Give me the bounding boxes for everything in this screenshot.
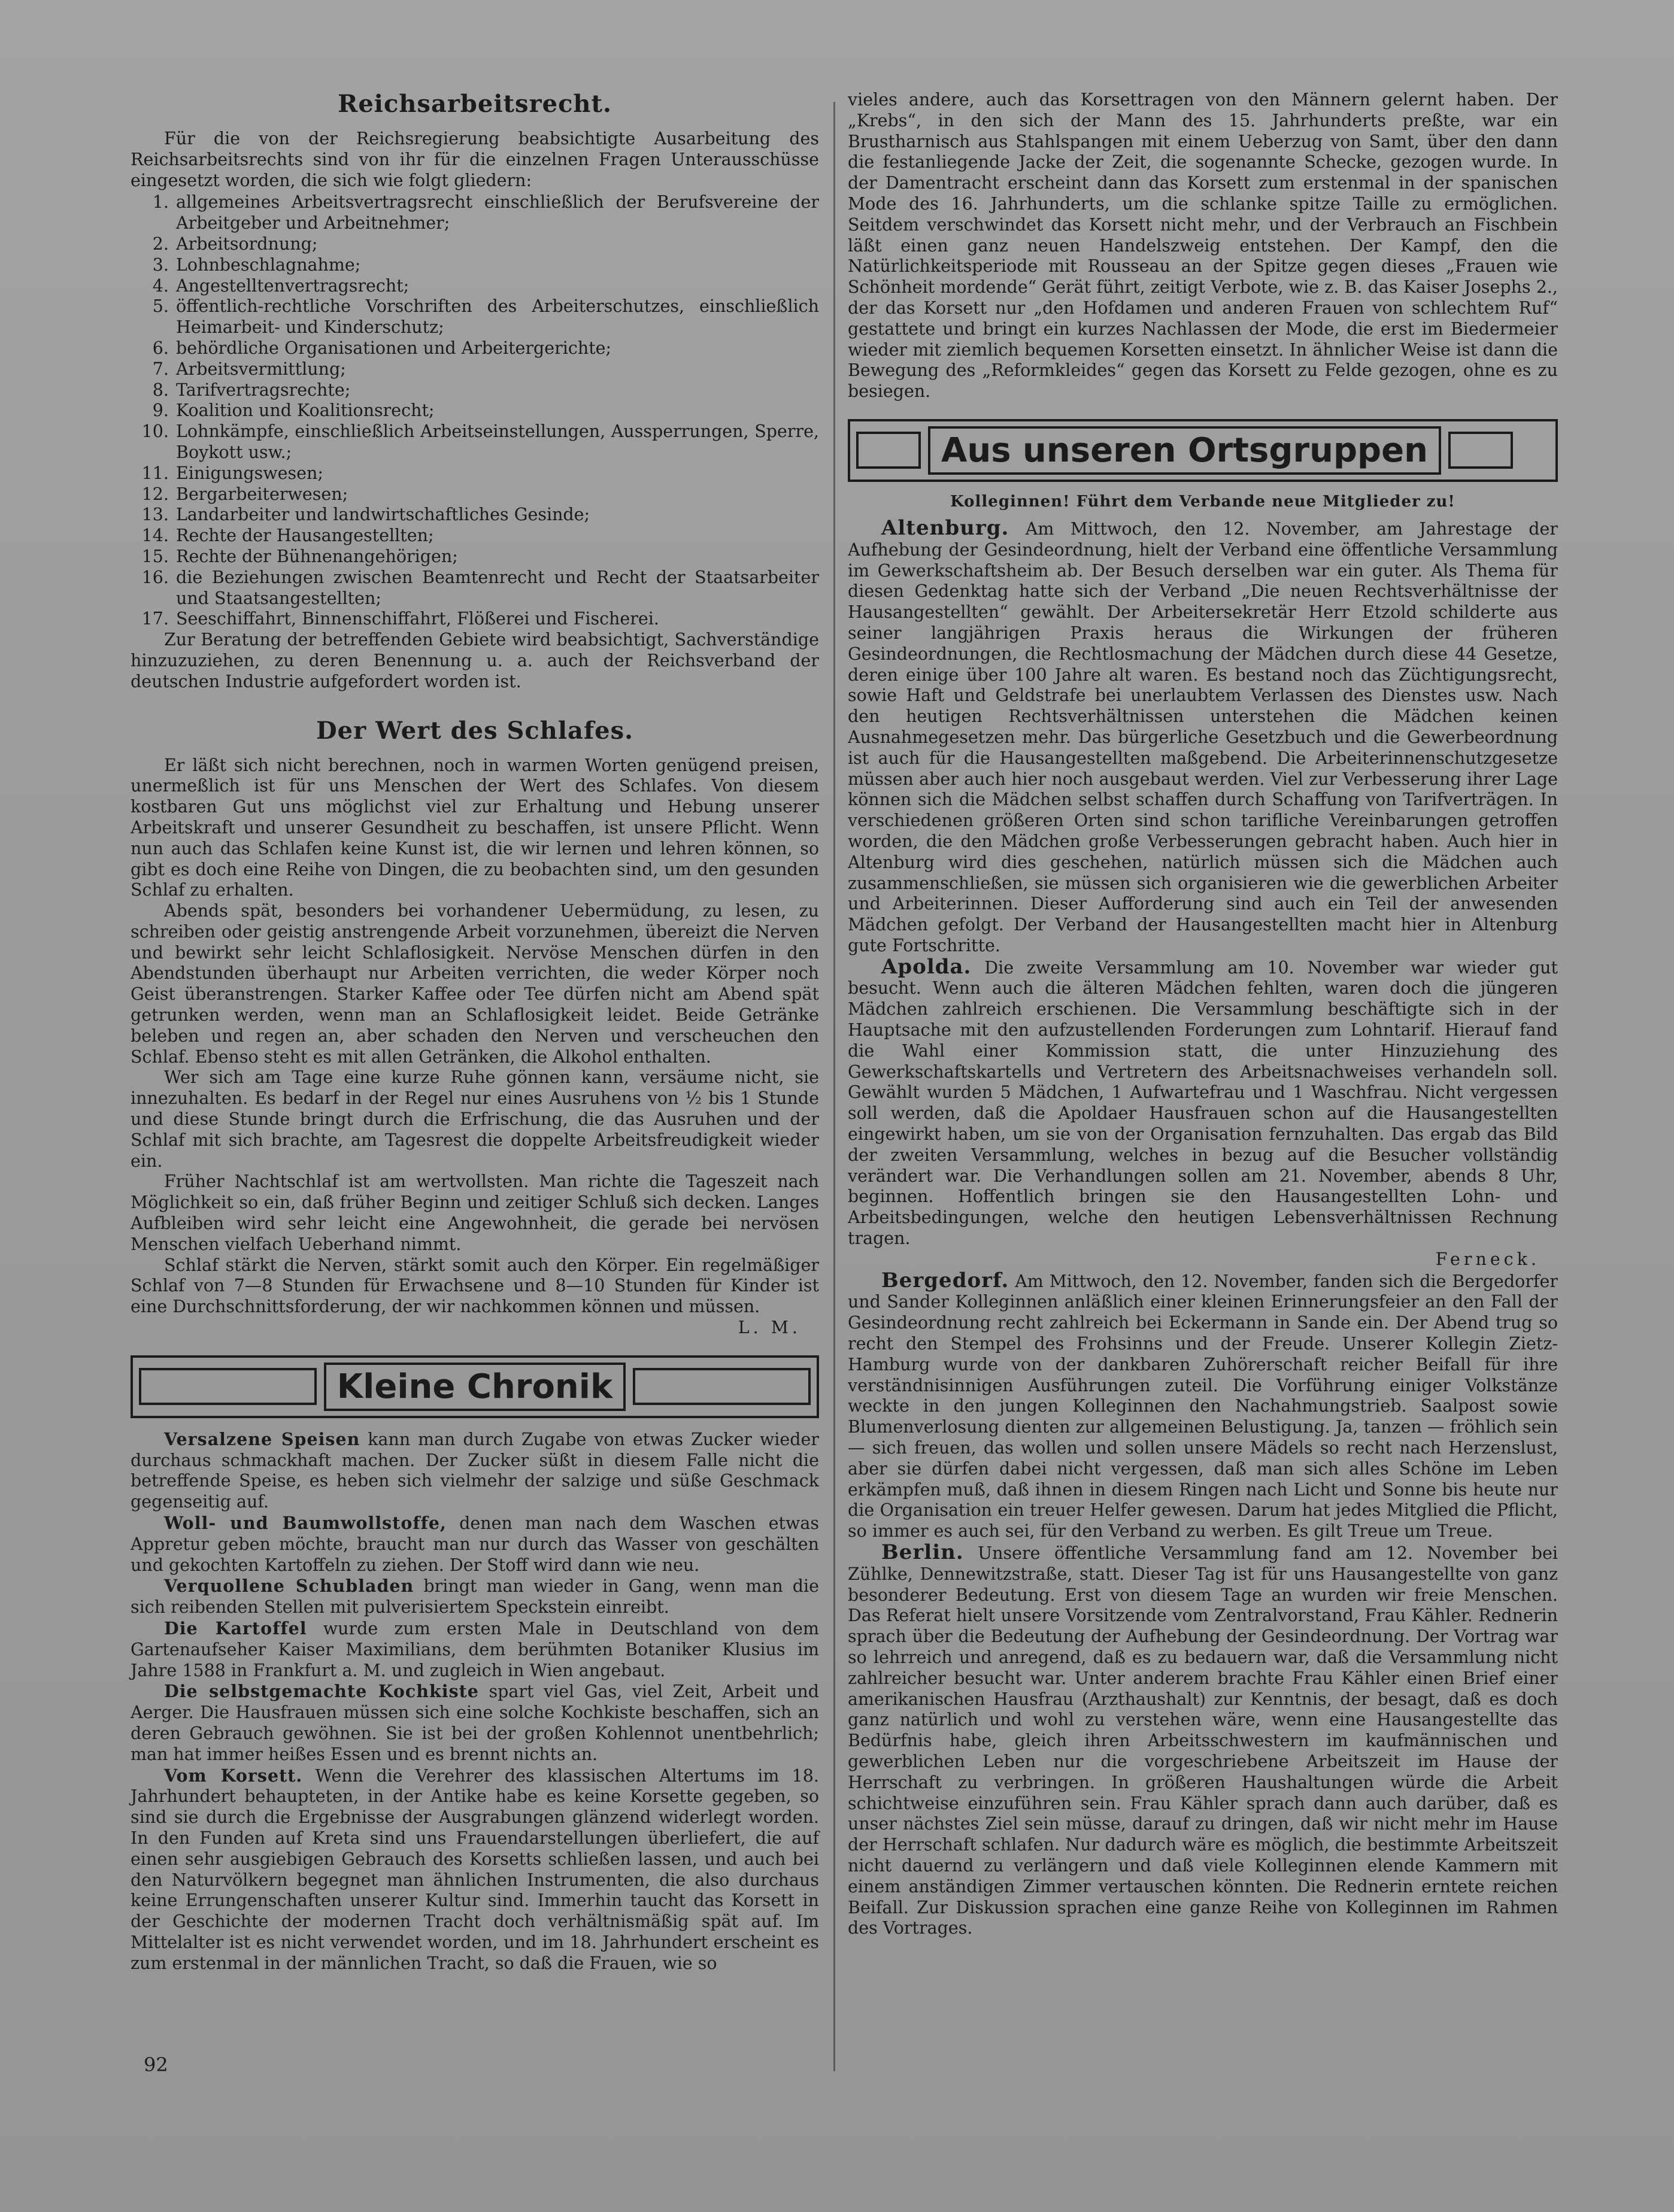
list-item xyxy=(131,484,819,505)
list-text: Rechte der Hausangestellten; xyxy=(176,526,434,546)
section-banner xyxy=(848,419,1558,482)
article-intro: Für die von der Reichsregierung beabsichtigte Ausarbeitung des Reichsarbeitsrechts sind von ihr für die einzelnen Fragen Unterausschüsse eingesetzt worden, die sich wie folgt gliedern: xyxy=(131,129,819,190)
right-column xyxy=(848,90,1558,1939)
entry-lead: Woll- und Baumwollstoffe, xyxy=(164,1513,447,1534)
list-item xyxy=(131,380,819,401)
entry-lead: Die selbstgemachte Kochkiste xyxy=(164,1681,479,1702)
spacer xyxy=(131,693,819,717)
schlaf-article xyxy=(131,717,819,1339)
entry-lead: Vom Korsett. xyxy=(164,1765,303,1786)
report-text: Die zweite Versammlung am 10. November war wieder gut besucht. Wenn auch die älteren Mädchen fehlten, waren doch die jüngeren Mädchen zahlreich erschienen. Die Versammlung beschäftigte sich in der Hauptsache mit den aufzustellenden Forderungen zum Lohntarif. Hierauf fand die Wahl einer Kommission statt, die unter Hinzuziehung des Gewerkschaftskartells und Vertretern des Arbeitsnachweises verhandeln soll. Gewählt wurden 5 Mädchen, 1 Aufwartefrau und 1 Waschfrau. Nicht vergessen soll werden, daß die Apoldaer Hausfrauen schon auf die Hausangestellten eingewirkt haben, um sie von der Organisation fernzuhalten. Das ergab das Bild der zweiten Versammlung, welches in bezug auf die Besucher vollständig verändert war. Die Verhandlungen sollen am 21. November, abends 8 Uhr, beginnen. Hoffentlich bringen sie den Hausangestellten Lohn- und Arbeitsbedingungen, welche den heutigen Lebensverhältnissen Rechnung tragen. xyxy=(848,957,1558,1249)
list-item xyxy=(131,400,819,421)
list-item xyxy=(131,609,819,630)
left-column xyxy=(131,90,819,1974)
list-item xyxy=(131,338,819,359)
list-item xyxy=(131,463,819,484)
list-number: 12. xyxy=(141,484,169,504)
list-number: 8. xyxy=(152,380,169,400)
list-number: 1. xyxy=(152,192,169,213)
entry-text: wurde zum ersten Male in Deutschland von dem Gartenaufseher Kaiser Maximilians, dem berühmten Botaniker Klusius im Jahre 1588 in Frankfurt a. M. und zugleich in Wien angebaut. xyxy=(131,1619,819,1680)
entry-lead: Versalzene Speisen xyxy=(164,1428,360,1449)
list-text: Seeschiffahrt, Binnenschiffahrt, Flößerei und Fischerei. xyxy=(176,609,659,629)
local-report xyxy=(848,1542,1558,1939)
list-item xyxy=(131,547,819,568)
entry-text: bringt man wieder in Gang, wenn man die sich reibenden Stellen mit pulverisiertem Speckstein einreibt. xyxy=(131,1576,819,1618)
paragraph: Er läßt sich nicht berechnen, noch in warmen Worten genügend preisen, unermeßlich ist für uns Menschen der Wert des Schlafes. Von diesem kostbaren Gut uns möglichst viel zur Erhaltung und Hebung unserer Arbeitskraft und unserer Gesundheit zu beschaffen, ist unsere Pflicht. Wenn nun auch das Schlafen keine Kunst ist, die wir lernen und lehren können, so gibt es doch eine Reihe von Dingen, die zu beobachten sind, um den gesunden Schlaf zu erhalten. xyxy=(131,755,819,900)
list-text: Lohnbeschlagnahme; xyxy=(176,254,361,275)
list-number: 16. xyxy=(141,567,169,587)
report-text: Unsere öffentliche Versammlung fand am 12. November bei Zühlke, Dennewitzstraße, statt. Dieser Tag ist für uns Hausangestellte von ganz besonderer Bedeutung. Erst von diesem Tage an wurden wir freie Menschen. Das Referat hielt unsere Vorsitzende vom Zentralvorstand, Frau Kähler. Rednerin sprach über die Bedeutung der Aufhebung der Gesindeordnung. Der Vortrag war so lehrreich und anregend, daß es zu bedauern war, daß die Versammlung nicht zahlreicher besucht war. Unter anderem brachte Frau Kähler einen Brief einer amerikanischen Hausfrau (Arzthaushalt) zur Kenntnis, der besagt, daß es doch ganz natürlich und wohl zu verstehen wäre, wenn eine Hausangestellte das Bedürfnis habe, gleich ihren Arbeitsschwestern im kaufmännischen und gewerblichen Leben nur die vorgeschriebene Arbeitszeit im Hause der Herrschaft zu verbringen. In größeren Haushaltungen würde die Arbeit schichtweise einzuführen sein. Frau Kähler sprach dann auch darüber, daß es unser nächstes Ziel sein müsse, darauf zu dringen, daß wir nicht mehr im Hause der Herrschaft schlafen. Nur dadurch wäre es möglich, die bestimmte Arbeitszeit nicht dauernd zu verlängern und daß viele Kolleginnen elende Kammern mit einem anständigen Zimmer vertauschen könnten. Die Rednerin erntete reichen Beifall. Zur Diskussion sprachen eine ganze Reihe von Kolleginnen im Rahmen des Vortrages. xyxy=(848,1543,1558,1938)
chronik-entry xyxy=(131,1576,819,1618)
list-text: Arbeitsvermittlung; xyxy=(176,359,346,379)
entry-lead: Die Kartoffel xyxy=(164,1618,307,1638)
list-text: Bergarbeiterwesen; xyxy=(176,484,348,504)
report-place: Berlin. xyxy=(881,1540,964,1564)
report-place: Bergedorf. xyxy=(881,1268,1009,1292)
list-text: Arbeitsordnung; xyxy=(176,233,318,254)
banner-title: Kleine Chronik xyxy=(324,1363,626,1411)
list-text: behördliche Organisationen und Arbeitergerichte; xyxy=(176,338,612,358)
chronik-entry xyxy=(131,1429,819,1513)
entry-text: spart viel Gas, viel Zeit, Arbeit und Aerger. Die Hausfrauen müssen sich eine solche Kochkiste beschaffen, sich an deren Gebrauch gewöhnen. Sie ist bei der großen Kohlennot unentbehrlich; man hat immer heißes Essen und es brennt nichts an. xyxy=(131,1682,820,1764)
list-item xyxy=(131,526,819,547)
list-text: Einigungswesen; xyxy=(176,463,323,483)
banner-ornament-left xyxy=(856,432,921,469)
article-title: Der Wert des Schlafes. xyxy=(316,716,634,745)
list-text: Rechte der Bühnenangehörigen; xyxy=(176,546,458,566)
list-text: Lohnkämpfe, einschließlich Arbeitseinstellungen, Aussperrungen, Sperre, Boykott usw.; xyxy=(176,421,819,462)
list-number: 13. xyxy=(141,505,169,525)
reichsarbeitsrecht-article xyxy=(131,90,819,693)
paragraph: Früher Nachtschlaf ist am wertvollsten. Man richte die Tageszeit nach Möglichkeit so ein, daß früher Beginn und zeitiger Schluß sich decken. Langes Aufbleiben wird sehr leicht eine Angewohnheit, die gerade bei nervösen Menschen vielfach Ueberhand nimmt. xyxy=(131,1172,819,1254)
list-number: 9. xyxy=(152,400,169,421)
list-number: 4. xyxy=(152,275,169,296)
list-item xyxy=(131,296,819,338)
report-place: Apolda. xyxy=(881,954,972,979)
list-text: Angestelltenvertragsrecht; xyxy=(176,275,410,296)
column-divider xyxy=(833,102,835,2071)
local-report xyxy=(848,515,1558,957)
paragraph: Schlaf stärkt die Nerven, stärkt somit auch den Körper. Ein regelmäßiger Schlaf von 7—8 Stunden für Erwachsene und 8—10 Stunden für Kinder ist eine Durchschnittsforderung, der wir nachkommen können und müssen. xyxy=(131,1255,819,1317)
list-text: Tarifvertragsrechte; xyxy=(176,380,351,400)
report-signature: Ferneck. xyxy=(1435,1249,1540,1269)
section-slogan: Kolleginnen! Führt dem Verbande neue Mitglieder zu! xyxy=(950,492,1455,511)
list-text: öffentlich-rechtliche Vorschriften des Arbeiterschutzes, einschließlich Heimarbeit- und Kinderschutz; xyxy=(176,296,819,338)
korsett-continuation: vieles andere, auch das Korsettragen von den Männern gelernt haben. Der „Krebs“, in den sich der Mann des 15. Jahrhunderts preßte, war ein Brustharnisch aus Stahlspangen mit einem Ueberzug von Samt, über den dann die festanliegende Jacke der Zeit, die sogenannte Schecke, gezogen wurde. In der Damentracht erscheint dann das Korsett zum erstenmal in der spanischen Mode des 16. Jahrhunderts, um die schlanke spitze Taille zu ermöglichen. Seitdem verschwindet das Korsett nicht mehr, und der Verbrauch an Fischbein läßt einen ganz neuen Handelszweig entstehen. Der Kampf, den die Natürlichkeitsperiode mit Rousseau an der Spitze gegen dieses „Frauen wie Schönheit mordende“ Gerät führt, zeitigt Verbote, wie z. B. das Kaiser Josephs 2., der das Korsett nur „den Hofdamen und anderen Frauen von schlechtem Ruf“ gestattete und bringt ein kurzes Nachlassen der Mode, die erst im Biedermeier wieder mit ziemlich bequemen Korsetten einsetzt. In ähnlicher Weise ist dann die Bewegung des „Reformkleides“ gegen das Korsett zu Felde gezogen, ohne es zu besiegen. xyxy=(848,90,1558,402)
list-item xyxy=(131,276,819,297)
entry-text: kann man durch Zugabe von etwas Zucker wieder durchaus schmackhaft machen. Der Zucker süßt in diesem Falle nicht die betreffende Speise, es heben sich vielmehr der salzige und süße Geschmack gegenseitig auf. xyxy=(131,1429,819,1512)
report-place: Altenburg. xyxy=(881,515,1009,540)
banner-ornament-right xyxy=(1448,432,1513,469)
list-number: 11. xyxy=(141,463,169,483)
list-number: 2. xyxy=(152,233,169,254)
list-number: 15. xyxy=(141,546,169,566)
list-item xyxy=(131,192,819,234)
local-report xyxy=(848,1270,1558,1542)
chronik-entry xyxy=(131,1513,819,1576)
list-number: 6. xyxy=(152,338,169,358)
local-group-reports xyxy=(848,515,1558,1939)
chronik-entry xyxy=(131,1765,819,1974)
list-number: 10. xyxy=(141,421,169,442)
article-title: Reichsarbeitsrecht. xyxy=(338,90,612,118)
list-item xyxy=(131,234,819,255)
article-outro: Zur Beratung der betreffenden Gebiete wird beabsichtigt, Sachverständige hinzuzuziehen, zu deren Benennung u. a. auch der Reichsverband der deutschen Industrie aufgefordert worden ist. xyxy=(131,630,819,691)
chronik-section xyxy=(131,1355,819,1974)
list-text: allgemeines Arbeitsvertragsrecht einschließlich der Berufsvereine der Arbeitgeber und Arbeitnehmer; xyxy=(176,192,819,233)
author-signature: L. M. xyxy=(738,1318,801,1338)
banner-title: Aus unseren Ortsgruppen xyxy=(928,426,1441,475)
entry-lead: Verquollene Schubladen xyxy=(164,1576,414,1597)
list-item xyxy=(131,505,819,526)
list-number: 5. xyxy=(152,296,169,317)
list-number: 7. xyxy=(152,359,169,379)
list-item xyxy=(131,421,819,463)
list-item xyxy=(131,359,819,380)
subcommittee-list xyxy=(131,192,819,630)
list-text: Landarbeiter und landwirtschaftliches Gesinde; xyxy=(176,505,590,525)
paragraph: Abends spät, besonders bei vorhandener Uebermüdung, zu lesen, zu schreiben oder geistig anstrengende Arbeit vorzunehmen, übereizt die Nerven und bewirkt sehr leicht Schlaflosigkeit. Nervöse Menschen dürfen in den Abendstunden überhaupt nur Arbeiten verrichten, die weder Körper noch Geist überanstrengen. Starker Kaffee oder Tee dürfen nicht am Abend spät getrunken werden, wenn man an Schlaflosigkeit leidet. Beide Getränke beleben und regen an, aber schaden den Nerven und verscheuchen den Schlaf. Ebenso steht es mit allen Getränken, die Alkohol enthalten. xyxy=(131,901,819,1067)
list-number: 17. xyxy=(141,609,169,629)
local-report xyxy=(848,954,1558,1249)
chronik-entry xyxy=(131,1681,819,1765)
paragraph: Wer sich am Tage eine kurze Ruhe gönnen kann, versäume nicht, sie innezuhalten. Es bedarf in der Regel nur eines Ausruhens von ½ bis 1 Stunde und diese Stunde bringt durch die Erfrischung, die das Ausruhen und der Schlaf mit sich brachte, am Tagesrest die doppelte Arbeitsfreudigkeit wieder ein. xyxy=(131,1067,819,1171)
chronik-entries xyxy=(131,1429,819,1974)
entry-text: denen man nach dem Waschen etwas Appretur geben möchte, braucht man nur durch das Wasser von geschälten und gekochten Kartoffeln zu ziehen. Der Stoff wird dann wie neu. xyxy=(131,1513,820,1575)
report-text: Am Mittwoch, den 12. November, am Jahrestage der Aufhebung der Gesindeordnung, hielt der Verband eine öffentliche Versammlung im Gewerkschaftsheim ab. Der Besuch derselben war ein guter. Als Thema für diesen Gedenktag hatte sich der Verband „Die neuen Rechtsverhältnisse der Hausangestellten“ gewählt. Der Arbeitersekretär Herr Etzold schilderte aus seiner langjährigen Praxis heraus die Wirkungen der früheren Gesindeordnungen, die Rechtlosmachung der Mädchen durch diese 44 Gesetze, deren einige über 100 Jahre alt waren. Es bestand noch das Züchtigungsrecht, sowie Haft und Geldstrafe bei unerlaubtem Verlassen des Dienstes usw. Nach den heutigen Rechtsverhältnissen unterstehen die Mädchen keinen Ausnahmegesetzen mehr. Das bürgerliche Gesetzbuch und die Gewerbeordnung ist auch für die Hausangestellten maßgebend. Die Arbeiterinnenschutzgesetze müssen aber auch hier noch ausgebaut werden. Viel zur Verbesserung ihrer Lage können sich die Mädchen selbst schaffen durch Schaffung von Tarifverträgen. In verschiedenen größeren Orten sind schon tarifliche Vereinbarungen getroffen worden, die den Mädchen große Verbesserungen gebracht haben. Auch hier in Altenburg wird dies geschehen, natürlich müssen sich die Mädchen auch zusammenschließen, sie müssen sich organisieren wie die gewerblichen Arbeiter und Arbeiterinnen. Dieser Aufforderung sind auch ein Teil der anwesenden Mädchen gefolgt. Der Verband der Hausangestellten macht hier in Altenburg gute Fortschritte. xyxy=(848,518,1558,955)
banner-ornament-left xyxy=(139,1368,317,1405)
section-banner xyxy=(131,1355,819,1418)
list-item xyxy=(131,568,819,609)
banner-ornament-right xyxy=(633,1368,811,1405)
list-item xyxy=(131,255,819,276)
list-number: 14. xyxy=(141,526,169,546)
entry-text: Wenn die Verehrer des klassischen Altertums im 18. Jahrhundert behaupteten, in der Antike habe es keine Korsette gegeben, so sind sie durch die Ergebnisse der Ausgrabungen glänzend widerlegt worden. In den Funden auf Kreta sind uns Frauendarstellungen überliefert, die auf einen sehr ausgiebigen Gebrauch des Korsetts schließen lassen, und auch bei den Naturvölkern begegnet man ähnlichen Instrumenten, die also durchaus keine Errungenschaften unserer Kultur sind. Immerhin taucht das Korsett in der Geschichte der modernen Tracht doch verhältnismäßig spät auf. Im Mittelalter ist es nicht verwendet worden, und im 18. Jahrhundert erscheint es zum erstenmal in der männlichen Tracht, so daß die Frauen, wie so xyxy=(131,1765,819,1973)
page-number: 92 xyxy=(144,2053,168,2076)
chronik-entry xyxy=(131,1618,819,1681)
report-text: Am Mittwoch, den 12. November, fanden sich die Bergedorfer und Sander Kolleginnen anläßlich einer kleinen Erinnerungsfeier an den Fall der Gesindeordnung recht zahlreich bei Eckermann in Sande ein. Der Abend trug so recht den Stempel des Frohsinns und der Freude. Unserer Kollegin Zietz-Hamburg wurde von der dankbaren Zuhörerschaft reicher Beifall für ihre verständnisinnigen Ausführungen zuteil. Die Vorführung einiger Volkstänze weckte in den jungen Kolleginnen den Nachahmungstrieb. Saalpost sowie Blumenverlosung dienten zur allgemeinen Belustigung. Ja, tanzen — fröhlich sein — sich freuen, das wollen und sollen unsere Mädels so recht nach Herzenslust, aber sie dürfen dabei nicht vergessen, daß man sich alles Schöne im Leben erkämpfen muß, daß ihnen in diesem Ringen nach Licht und Sonne bis heute nur die Organisation ein treuer Helfer gewesen. Darum hat jedes Mitglied die Pflicht, so immer es auch sei, für den Verband zu werben. Es gilt Treue um Treue. xyxy=(848,1271,1558,1542)
list-text: Koalition und Koalitionsrecht; xyxy=(176,400,435,421)
list-number: 3. xyxy=(152,254,169,275)
list-text: die Beziehungen zwischen Beamtenrecht und Recht der Staatsarbeiter und Staatsangestellten; xyxy=(176,567,819,608)
